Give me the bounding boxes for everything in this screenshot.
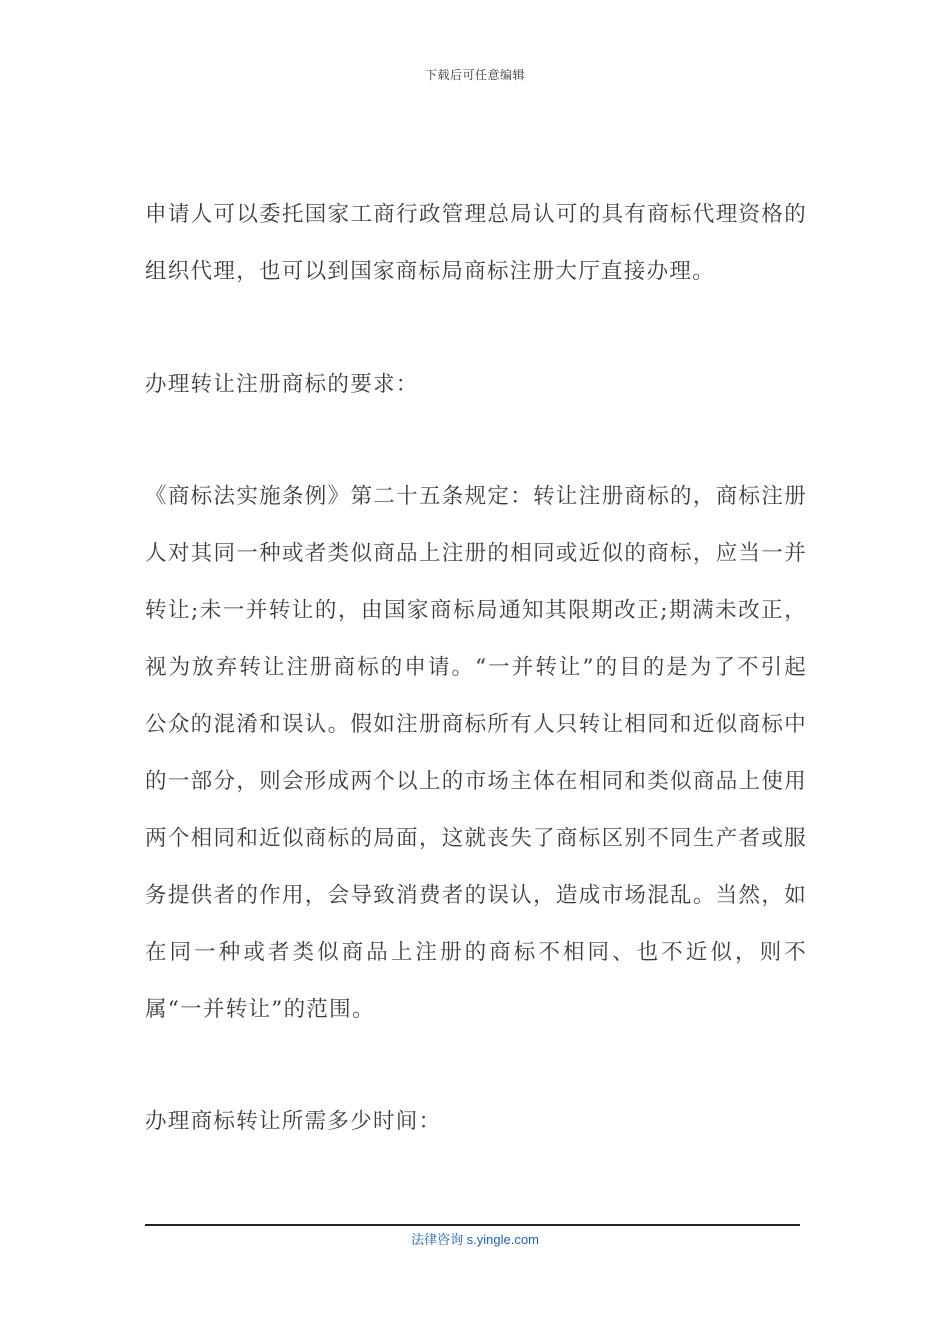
paragraph-application-agent: 申请人可以委托国家工商行政管理总局认可的具有商标代理资格的组织代理，也可以到国家商标局商标注册大厅直接办理。 <box>145 202 807 284</box>
footer-divider <box>145 1224 800 1226</box>
paragraph-transfer-requirements-heading: 办理转让注册商标的要求： <box>145 372 419 397</box>
document-body <box>145 186 807 1150</box>
paragraph-regulation-article-25: 《商标法实施条例》第二十五条规定：转让注册商标的，商标注册人对其同一种或者类似商品上注册的相同或近似的商标，应当一并转让;未一并转让的，由国家商标局通知其限期改正;期满未改正，视为放弃转让注册商标的申请。“一并转让”的目的是为了不引起公众的混淆和误认。假如注册商标所有人只转让相同和近似商标中的一部分，则会形成两个以上的市场主体在相同和类似商品上使用两个相同和近似商标的局面，这就丧失了商标区别不同生产者或服务提供者的作用，会导致消费者的误认，造成市场混乱。当然，如在同一种或者类似商品上注册的商标不相同、也不近似，则不属“一并转让”的范围。 <box>145 484 807 1022</box>
paragraph-transfer-duration-heading: 办理商标转让所需多少时间： <box>145 1109 442 1134</box>
footer-link[interactable]: 法律咨询 s.yingle.com <box>411 1232 539 1247</box>
header-note: 下载后可任意编辑 <box>424 68 525 82</box>
